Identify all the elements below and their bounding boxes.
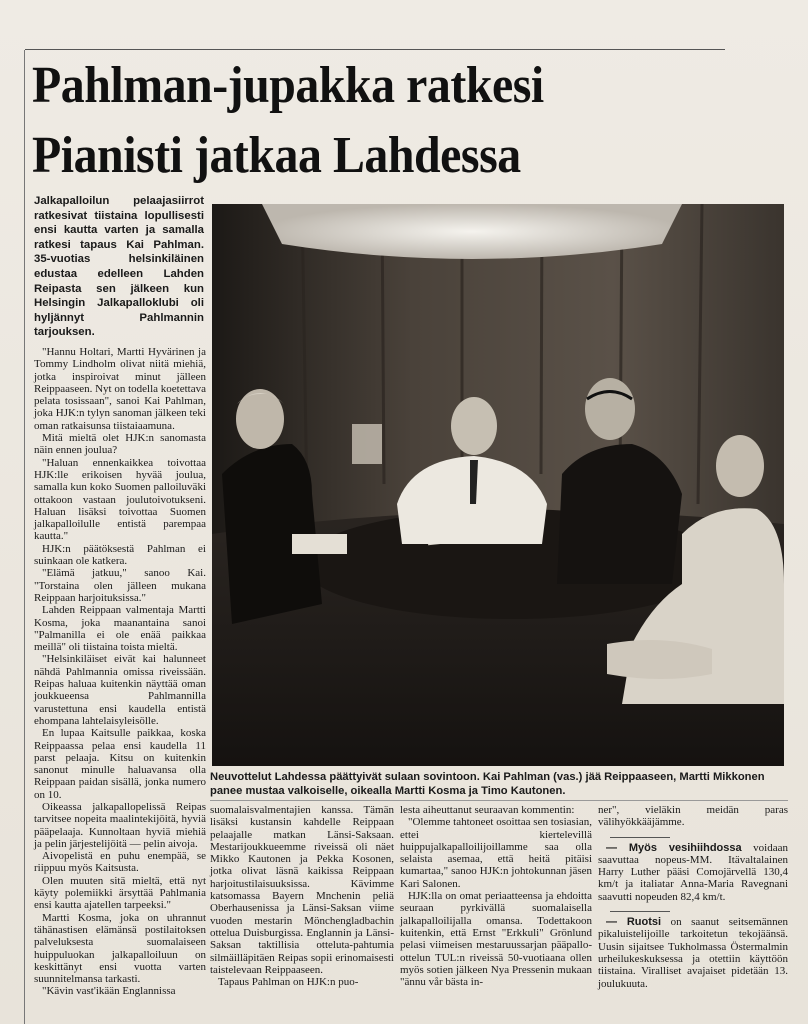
lead-paragraph	[34, 194, 204, 340]
lead-text: Jalkapalloilun pelaajasiirrot ratkesivat tiistaina lopullisesti ensi kautta varten ja samalla ratkesi tapaus Kai Pahlman. 35-vuotias helsinkiläinen edustaa edelleen Lahden Reipasta sen jälkeen kun Helsingin Jalkapalloklubi oli hyljännyt Pahlmannin tarjouksen.	[34, 195, 204, 339]
column-2	[210, 804, 394, 988]
column-3	[400, 804, 592, 988]
brief-body: voidaan saavuttaa nopeus-MM. Itävaltalainen Harry Luther pääsi Comojärvellä 130,4 km/t ja italiatar Anna-Maria Ravegnani saavutti nopeuden 82,4 km/t.	[598, 841, 788, 903]
news-photo	[212, 204, 784, 766]
body-paragraph: ner", vieläkin meidän paras välihyökkääjämme.	[598, 804, 788, 829]
body-paragraph: "Kävin vast'ikään Englannissa	[42, 985, 176, 998]
column-4	[598, 804, 788, 990]
body-paragraph: Mitä mieltä olet HJK:n sanomasta näin ennen joulua?	[34, 432, 206, 457]
news-brief	[598, 842, 788, 903]
brief-body: on saanut seitsemännen pikaluistelijoille tarkoitetun tekojäänsä. Uusin sijaitsee Tukholmassa Östermalmin urheilukeskuksessa ja otettiin käyttöön tiistaina. Viralliset avajaiset pidetään 13. joulukuuta.	[598, 916, 789, 990]
news-brief	[598, 916, 788, 990]
short-divider	[610, 837, 670, 838]
body-paragraph: HJK:n päätöksestä Pahlman ei suinkaan ole katkera.	[34, 542, 206, 568]
short-divider	[610, 911, 670, 912]
body-paragraph: Olen muuten sitä mieltä, että nyt käyty polemiikki ärsyttää Pahlmania ensi kautta ajatellen tarpeeksi."	[34, 874, 206, 912]
brief-lead: — Ruotsi	[606, 916, 662, 929]
left-column	[34, 346, 206, 998]
body-paragraph: En lupaa Kaitsulle paikkaa, koska Reippaassa pelaa ensi kaudella 11 parst pelaaja. Kitsu on kuitenkin sanonut minulle haluavansa olla Reippaan paidan sisällä, jonka numero on 10.	[34, 727, 206, 801]
body-paragraph: Aivopelistä en puhu enempää, se riippuu myös Kaitsusta.	[34, 850, 206, 875]
body-paragraph: Tapaus Pahlman on HJK:n puo-	[218, 976, 359, 989]
body-paragraph: "Helsinkiläiset eivät kai halunneet nähdä Pahlmannia omissa riveissään. Reipas haluaa kuitenkin näyttää oman joukkueensa Pahlmannilla varustettuna ensi kaudella entistä ehompana lahtelaisyleisölle.	[34, 653, 206, 727]
headline-line-2: Pianisti jatkaa Lahdessa	[32, 127, 521, 184]
body-paragraph: "Haluan ennenkaikkea toivottaa HJK:lle erikoisen hyvää joulua, samalla kun koko Suomen palloiluväki ottakoon vastaan joulutoivotukseni. Haluan lisäksi toivottaa Suomen jalkapalloilulle entistä parempaa kautta."	[34, 456, 206, 543]
body-paragraph: Oikeassa jalkapallopelissä Reipas tarvitsee nopeita maalintekijöitä, hyviä pääpelaaja. Kunnoltaan hyviä miehiä ja pelin järjestelijöitä — pelin aivoja.	[34, 800, 206, 850]
brief-lead: — Myös vesihiihdossa	[606, 841, 742, 854]
body-paragraph: suomalaisvalmentajien kanssa. Tämän lisäksi kustansin kahdelle Reippaan pelaajalle matkan Länsi-Saksaan. Mestarijoukkueemme riveissä oli näet Mikko Kautonen ja Pekka Kosonen, jotka olivat läsnä kaikissa Reippaan harjoitustilaisuuksissa. Kävimme katsomassa Bayern Mnchenin peliä Oberhausenissa ja Länsi-Saksan viime vuoden mestarin Mönchengladbachin ottelua Duisburgissa. Englannin ja Länsi-Saksan taktillisia otteluta-pahtumia silmäilläpitäen Reipas sopii erinomaisesti taistelevaan Reippaaseen.	[210, 804, 394, 976]
headline-line-1: Pahlman-jupakka ratkesi	[32, 57, 544, 114]
body-paragraph: "Hannu Holtari, Martti Hyvärinen ja Tommy Lindholm olivat niitä miehiä, jotka inspiroivat minut jälleen Reippaaseen. Nyt on todella koetettava pelata tosissaan", sanoi Kai Pahlman, joka HJK:n tylyn sanoman jälkeen teki oman ratkaisunsa tiistaiaamuna.	[34, 346, 206, 432]
body-paragraph: HJK:lla on omat periaatteensa ja ehdoitta seuraan pyrkivällä suomalaisella jalkapalloilijalla omansa. Todettakoon kuitenkin, että Ernst "Erkkuli" Grönlund pelasi viimeisen mestaruussarjan pääpallo-ottelun TUL:n riveissä 50-vuotiaana ollen myös sotien jälkeen Nya Pressenin mukaan "ännu vår bästa in-	[400, 890, 592, 989]
left-rule	[24, 50, 25, 1024]
body-paragraph: Lahden Reippaan valmentaja Martti Kosma, joka maanantaina sanoi "Palmanilla ei ole enää paikkaa meillä" oli tiistaina toista mieltä.	[34, 604, 206, 654]
body-paragraph: "Elämä jatkuu," sanoo Kai. "Torstaina olen jälleen mukana Reippaan harjoituksissa."	[34, 567, 206, 604]
photo-caption: Neuvottelut Lahdessa päättyivät sulaan sovintoon. Kai Pahlman (vas.) jää Reippaaseen, Martti Mikkonen panee mustaa valkoiselle, oikealla Martti Kosma ja Timo Kautonen.	[210, 771, 765, 797]
photo-meeting-scene	[212, 204, 784, 766]
body-paragraph: Martti Kosma, joka on uhrannut tähänastisen elämänsä postilaitoksen palveluksesta suomalaiseen huippuluokan jalkapalloiluun on keskittänyt ensi vuotta varten suunnitelmansa tarkasti.	[34, 911, 206, 986]
body-paragraph: lesta aiheuttanut seuraavan kommentin:	[400, 804, 575, 816]
top-rule	[25, 49, 725, 50]
body-paragraph: "Olemme tahtoneet osoittaa sen tosiasian, ettei kiertelevillä huippujalkapalloilijoillamme saa olla selaista asemaa, että heitä pitäisi kumartaa," sanoo HJK:n johtokunnan jäsen Kari Salonen.	[400, 816, 592, 890]
caption-separator	[210, 800, 788, 801]
